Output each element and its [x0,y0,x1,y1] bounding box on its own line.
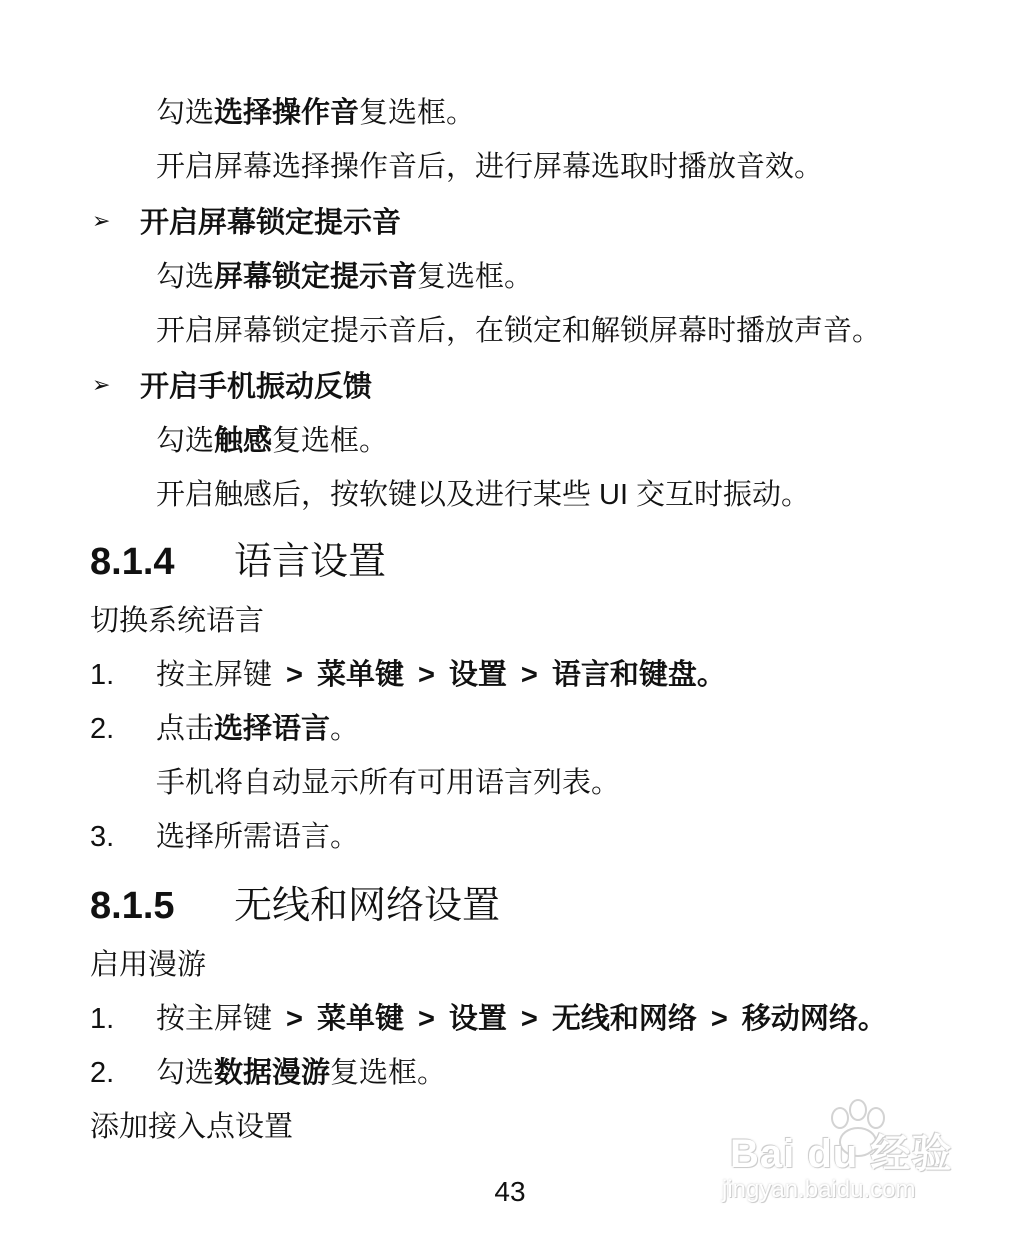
subsection-title: 启用漫游 [90,947,207,981]
step-2: 2. 勾选数据漫游复选框。 [90,1055,447,1089]
subsection-title: 添加接入点设置 [90,1109,294,1143]
step-1: 1. 按主屏键 > 菜单键 > 设置 > 无线和网络 > 移动网络。 [90,1001,887,1035]
line-2: 开启屏幕选择操作音后，进行屏幕选取时播放音效。 [156,149,824,183]
line-1: 勾选选择操作音复选框。 [156,95,476,129]
step-3: 3. 选择所需语言。 [90,819,360,853]
step-1: 1. 按主屏键 > 菜单键 > 设置 > 语言和键盘。 [90,657,726,691]
step-2: 2. 点击选择语言。 [90,711,360,745]
option-name: 选择操作音 [214,95,360,129]
option-name: 屏幕锁定提示音 [214,259,418,293]
line-7: 勾选触感复选框。 [156,423,389,457]
section-heading-8-1-5: 8.1.5 无线和网络设置 [90,883,501,927]
subsection-title: 切换系统语言 [90,603,265,637]
baidu-watermark [722,1096,972,1206]
watermark-logo-text: Bai du 经验 [730,1132,953,1176]
page-number: 43 [494,1176,526,1207]
bullet-arrow-icon: ➢ [92,373,111,398]
line-5: 开启屏幕锁定提示音后，在锁定和解锁屏幕时播放声音。 [156,313,882,347]
bullet-heading: 开启屏幕锁定提示音 [140,205,402,239]
step-2-note: 手机将自动显示所有可用语言列表。 [156,765,621,799]
bullet-heading: 开启手机振动反馈 [140,369,373,403]
line-4: 勾选屏幕锁定提示音复选框。 [156,259,534,293]
option-name: 触感 [214,423,273,457]
section-heading-8-1-4: 8.1.4 语言设置 [90,539,387,583]
line-8: 开启触感后，按软键以及进行某些 UI 交互时振动。 [156,477,811,511]
bullet-arrow-icon: ➢ [92,209,111,234]
watermark-url: jingyan.baidu.com [722,1176,916,1203]
